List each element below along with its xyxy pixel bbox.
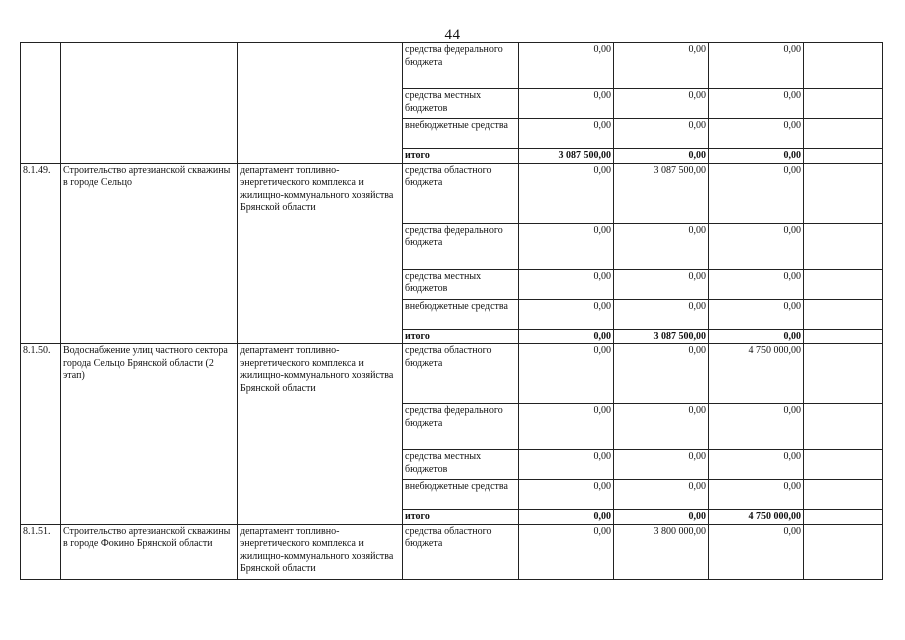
empty-cell: [804, 480, 883, 510]
value-cell-1: 0,00: [519, 450, 614, 480]
value-cell-1: 0,00: [519, 223, 614, 269]
funding-source-cell: внебюджетные средства: [403, 480, 519, 510]
empty-cell: [804, 163, 883, 223]
value-cell-2: 0,00: [614, 119, 709, 149]
empty-cell: [804, 149, 883, 164]
value-cell-2: 0,00: [614, 269, 709, 299]
value-cell-3: 0,00: [709, 89, 804, 119]
value-cell-1: 0,00: [519, 510, 614, 525]
executor-cell: департамент топливно-энергетического комплекса и жилищно-коммунального хозяйства Брянской области: [238, 344, 403, 525]
value-cell-3: 0,00: [709, 43, 804, 89]
funding-source-cell: средства местных бюджетов: [403, 450, 519, 480]
funding-source-cell: итого: [403, 329, 519, 344]
value-cell-3: 4 750 000,00: [709, 510, 804, 525]
value-cell-3: 0,00: [709, 223, 804, 269]
value-cell-3: 0,00: [709, 450, 804, 480]
item-name-cell: Водоснабжение улиц частного сектора города Сельцо Брянской области (2 этап): [61, 344, 238, 525]
empty-cell: [804, 89, 883, 119]
value-cell-3: 0,00: [709, 299, 804, 329]
item-name-cell: [61, 43, 238, 164]
value-cell-3: 0,00: [709, 163, 804, 223]
empty-cell: [804, 329, 883, 344]
empty-cell: [804, 450, 883, 480]
funding-source-cell: средства федерального бюджета: [403, 404, 519, 450]
value-cell-3: 0,00: [709, 404, 804, 450]
empty-cell: [804, 299, 883, 329]
executor-cell: департамент топливно-энергетического комплекса и жилищно-коммунального хозяйства Брянской области: [238, 163, 403, 344]
value-cell-3: 0,00: [709, 119, 804, 149]
funding-source-cell: итого: [403, 510, 519, 525]
table-row: [21, 163, 883, 223]
item-name-cell: Строительство артезианской скважины в городе Фокино Брянской области: [61, 524, 238, 579]
value-cell-1: 0,00: [519, 119, 614, 149]
empty-cell: [804, 344, 883, 404]
funding-source-cell: итого: [403, 149, 519, 164]
empty-cell: [804, 43, 883, 89]
page-number: 44: [444, 27, 461, 43]
funding-source-cell: средства областного бюджета: [403, 344, 519, 404]
table-row: [21, 524, 883, 579]
value-cell-3: 0,00: [709, 329, 804, 344]
value-cell-2: 0,00: [614, 510, 709, 525]
item-code-cell: 8.1.49.: [21, 163, 61, 344]
value-cell-1: 0,00: [519, 344, 614, 404]
empty-cell: [804, 269, 883, 299]
value-cell-1: 0,00: [519, 269, 614, 299]
empty-cell: [804, 404, 883, 450]
value-cell-2: 0,00: [614, 149, 709, 164]
item-name-cell: Строительство артезианской скважины в городе Сельцо: [61, 163, 238, 344]
value-cell-1: 0,00: [519, 163, 614, 223]
item-code-cell: [21, 43, 61, 164]
funding-source-cell: средства местных бюджетов: [403, 89, 519, 119]
value-cell-1: 0,00: [519, 524, 614, 579]
funding-source-cell: средства областного бюджета: [403, 163, 519, 223]
funding-source-cell: средства местных бюджетов: [403, 269, 519, 299]
funding-source-cell: средства областного бюджета: [403, 524, 519, 579]
value-cell-2: 3 800 000,00: [614, 524, 709, 579]
empty-cell: [804, 223, 883, 269]
value-cell-2: 0,00: [614, 43, 709, 89]
funding-source-cell: средства федерального бюджета: [403, 223, 519, 269]
funding-source-cell: внебюджетные средства: [403, 299, 519, 329]
value-cell-1: 0,00: [519, 299, 614, 329]
value-cell-1: 0,00: [519, 329, 614, 344]
value-cell-2: 0,00: [614, 450, 709, 480]
value-cell-1: 3 087 500,00: [519, 149, 614, 164]
value-cell-2: 0,00: [614, 89, 709, 119]
funding-source-cell: средства федерального бюджета: [403, 43, 519, 89]
funding-source-cell: внебюджетные средства: [403, 119, 519, 149]
value-cell-1: 0,00: [519, 404, 614, 450]
value-cell-3: 0,00: [709, 524, 804, 579]
table-row: [21, 43, 883, 89]
empty-cell: [804, 510, 883, 525]
table-row: [21, 344, 883, 404]
value-cell-2: 0,00: [614, 404, 709, 450]
executor-cell: департамент топливно-энергетического комплекса и жилищно-коммунального хозяйства Брянской области: [238, 524, 403, 579]
value-cell-2: 0,00: [614, 480, 709, 510]
value-cell-2: 3 087 500,00: [614, 329, 709, 344]
value-cell-3: 0,00: [709, 149, 804, 164]
budget-table: [20, 42, 883, 580]
value-cell-1: 0,00: [519, 43, 614, 89]
value-cell-3: 0,00: [709, 480, 804, 510]
value-cell-3: 0,00: [709, 269, 804, 299]
value-cell-2: 0,00: [614, 344, 709, 404]
executor-cell: [238, 43, 403, 164]
value-cell-1: 0,00: [519, 89, 614, 119]
empty-cell: [804, 524, 883, 579]
value-cell-1: 0,00: [519, 480, 614, 510]
value-cell-2: 3 087 500,00: [614, 163, 709, 223]
value-cell-2: 0,00: [614, 299, 709, 329]
value-cell-2: 0,00: [614, 223, 709, 269]
item-code-cell: 8.1.51.: [21, 524, 61, 579]
value-cell-3: 4 750 000,00: [709, 344, 804, 404]
item-code-cell: 8.1.50.: [21, 344, 61, 525]
empty-cell: [804, 119, 883, 149]
